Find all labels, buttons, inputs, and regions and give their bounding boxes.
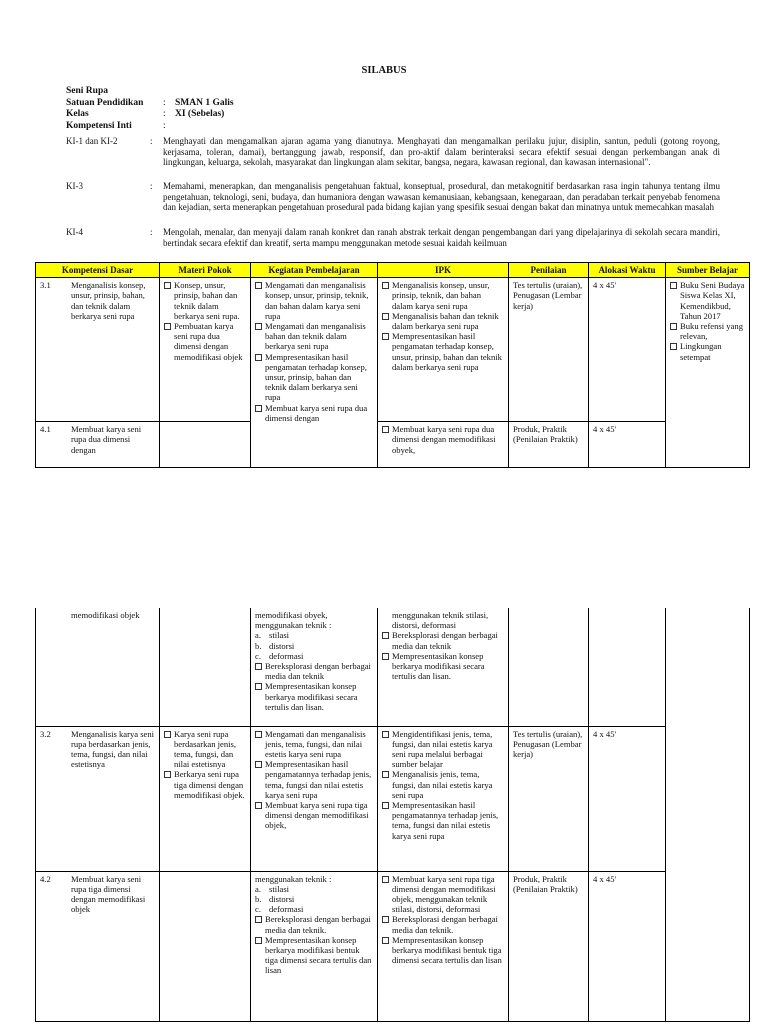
column-header: Penilaian <box>509 263 589 278</box>
sumber-cell <box>666 608 750 1021</box>
ki-row <box>66 181 720 213</box>
column-header: Kompetensi Dasar <box>36 263 160 278</box>
ki-text: Memahami, menerapkan, dan menganalisis pengetahuan faktual, konseptual, prosedural, dan metakognitif berdasarkan rasa ingin tahunya tentang ilmu pengetahuan, teknologi, seni, budaya, dan humaniora dengan wawasan kemanusiaan, kebangsaan, kenegaraan, dan peradaban terkait penyebab fenomena dan kejadian, serta menerapkan pengetahuan prosedural pada bidang kajian yang spesifik sesuai dengan bakat dan minatnya untuk memecahkan masalah <box>163 181 720 212</box>
list-item: Membuat karya seni rupa dua dimensi dengan <box>255 403 373 423</box>
alokasi-cell <box>589 608 666 726</box>
list-item: Mempresentasikan hasil pengamatannya terhadap jenis, tema, fungsi dan nilai estetis karya seni rupa <box>382 800 504 841</box>
colon: : <box>163 120 166 131</box>
ki-label: KI-3 <box>66 181 83 191</box>
list-item: Menganalisis konsep, unsur, prinsip, teknik, dan bahan dalam karya seni rupa <box>382 280 504 311</box>
list-item: Mengamati dan menganalisis jenis, tema, fungsi, dan nilai estetis karya seni rupa <box>255 729 373 760</box>
ipk-cell <box>378 871 509 1021</box>
materi-cell <box>160 871 251 1021</box>
school-value: SMAN 1 Galis <box>175 97 234 108</box>
table-header-row <box>36 263 750 278</box>
ki-text: Menghayati dan mengamalkan ajaran agama yang dianutnya. Menghayati dan mengamalkan perilaku jujur, disiplin, santun, peduli (gotong royong, kerjasama, toleran, damai), bertanggung jawab, responsif, dan pro-aktif dalam berinteraksi secara efektif sesuai dengan perkembangan anak di lingkungan, keluarga, sekolah, masyarakat dan lingkungan alam sekitar, bangsa, negara, kawasan regional, dan kawasan internasional". <box>163 136 720 167</box>
page-title: SILABUS <box>361 65 407 76</box>
list-item: Konsep, unsur, prinsip, bahan dan teknik dalam berkarya seni rupa. <box>164 280 246 321</box>
kd-text: Membuat karya seni rupa tiga dimensi dengan memodifikasi objek <box>71 873 146 915</box>
alokasi-cell: 4 x 45' <box>589 422 666 468</box>
kd-number: 3.1 <box>40 280 51 291</box>
list-item: Menganalisis jenis, tema, fungsi, dan nilai estetis karya seni rupa <box>382 769 504 800</box>
ki-label: Kompetensi Inti <box>66 120 132 131</box>
list-item: Mempresentasikan konsep berkarya modifikasi bentuk tiga dimensi secara tertulis dan lisan <box>382 935 504 966</box>
list-item: a. stilasi <box>255 630 290 641</box>
kegiatan-intro: menggunakan teknik : <box>255 873 332 884</box>
table-row <box>36 278 750 422</box>
penilaian-cell: Tes tertulis (uraian), Penugasan (Lembar kerja) <box>509 726 589 871</box>
list-item: c. deformasi <box>255 650 304 661</box>
list-item: Membuat karya seni rupa tiga dimensi dengan memodifikasi objek, menggunakan teknik stilasi, distorsi, deformasi <box>382 874 504 915</box>
list-item: Mengamati dan menganalisis bahan dan teknik dalam berkarya seni rupa <box>255 321 373 352</box>
kegiatan-cell <box>251 726 378 871</box>
list-item: Karya seni rupa berdasarkan jenis, tema, fungsi, dan nilai estetisnya <box>164 729 246 770</box>
syllabus-meta <box>66 86 234 132</box>
list-item: Bereksplorasi dengan berbagai media dan teknik <box>382 630 504 650</box>
penilaian-cell: Produk, Praktik (Penilaian Praktik) <box>509 422 589 468</box>
column-header: Kegiatan Pembelajaran <box>251 263 378 278</box>
alokasi-cell: 4 x 45' <box>589 871 666 1021</box>
subject-label: Seni Rupa <box>66 86 108 96</box>
list-item: c. deformasi <box>255 904 304 915</box>
alokasi-cell: 4 x 45' <box>589 278 666 422</box>
kegiatan-cell <box>251 278 378 468</box>
ki-text: Mengolah, menalar, dan menyaji dalam ranah konkret dan ranah abstrak terkait dengan pengembangan dari yang dipelajarinya di sekolah secara mandiri, bertindak secara efektif dan kreatif, serta mampu menggunakan metode sesuai kaidah keilmuan <box>163 227 720 248</box>
list-item: Menganalisis bahan dan teknik dalam berkarya seni rupa <box>382 311 504 331</box>
ki-label: KI-4 <box>66 227 83 237</box>
list-item: Lingkungan setempat <box>670 341 745 361</box>
school-label: Satuan Pendidikan <box>66 97 144 108</box>
colon: : <box>150 136 153 146</box>
colon: : <box>163 97 166 108</box>
kd-cell <box>36 871 160 1021</box>
kegiatan-cell <box>251 871 378 1021</box>
kd-text: Menganalisis konsep, unsur, prinsip, bahan, dan teknik dalam berkarya seni rupa <box>71 280 146 321</box>
ki-row <box>66 227 720 248</box>
penilaian-cell <box>509 608 589 726</box>
kd-cell <box>36 726 160 871</box>
list-item: b. distorsi <box>255 640 295 651</box>
kd-number: 4.1 <box>40 424 51 435</box>
materi-cell <box>160 422 251 468</box>
colon: : <box>150 181 153 191</box>
kd-cell <box>36 608 160 726</box>
list-item: Mempresentasikan hasil pengamatannya terhadap jenis, tema, fungsi dan nilai estetis karya seni rupa <box>255 759 373 800</box>
list-item: Bereksplorasi dengan berbagai media dan teknik. <box>382 914 504 934</box>
list-item: Mempresentasikan konsep berkarya modifikasi secara tertulis dan lisan. <box>255 681 373 712</box>
penilaian-cell: Tes tertulis (uraian), Penugasan (Lembar kerja) <box>509 278 589 422</box>
ki-row <box>66 136 720 168</box>
list-item: Mempresentasikan konsep berkarya modifikasi bentuk tiga dimensi secara tertulis dan lisan <box>255 935 373 976</box>
ipk-intro: menggunakan teknik stilasi, distorsi, deformasi <box>392 610 489 631</box>
list-item: Buku refensi yang relevan, <box>670 321 745 341</box>
class-label: Kelas <box>66 109 89 119</box>
kegiatan-cell <box>251 608 378 726</box>
kd-cell <box>36 278 160 422</box>
kd-number: 4.2 <box>40 873 51 884</box>
ki-label: KI-1 dan KI-2 <box>66 136 118 146</box>
ipk-cell <box>378 726 509 871</box>
syllabus-table-continued <box>35 608 750 1022</box>
ipk-cell <box>378 278 509 422</box>
column-header: IPK <box>378 263 509 278</box>
list-item: Mempresentasikan hasil pengamatan terhadap konsep, unsur, prinsip, bahan dan teknik dalam berkarya seni rupa <box>382 331 504 372</box>
list-item: Bereksplorasi dengan berbagai media dan teknik. <box>255 914 373 934</box>
table-row <box>36 726 750 871</box>
table-row <box>36 871 750 1021</box>
kd-number: 3.2 <box>40 728 51 739</box>
list-item: Membuat karya seni rupa dua dimensi dengan memodifikasi obyek, <box>382 424 504 455</box>
materi-cell <box>160 726 251 871</box>
colon: : <box>163 109 166 119</box>
colon: : <box>150 227 153 237</box>
list-item: Bereksplorasi dengan berbagai media dan teknik <box>255 661 373 681</box>
list-item: Mempresentasikan konsep berkarya modifikasi secara tertulis dan lisan. <box>382 651 504 682</box>
sumber-cell <box>666 278 750 468</box>
kegiatan-intro: memodifikasi obyek, menggunakan teknik : <box>255 610 332 631</box>
list-item: Buku Seni Budaya Siswa Kelas XI, Kemendikbud, Tahun 2017 <box>670 280 745 321</box>
list-item: Membuat karya seni rupa tiga dimensi dengan memodifikasi objek, <box>255 800 373 831</box>
materi-cell <box>160 608 251 726</box>
table-row <box>36 608 750 726</box>
list-item: Pembuatan karya seni rupa dua dimensi dengan memodifikasi objek <box>164 321 246 362</box>
list-item: Berkarya seni rupa tiga dimensi dengan memodifikasi objek. <box>164 769 246 800</box>
kd-text: memodifikasi objek <box>71 610 140 620</box>
kd-text: Membuat karya seni rupa dua dimensi dengan <box>71 424 142 455</box>
materi-cell <box>160 278 251 422</box>
kd-cell <box>36 422 160 468</box>
list-item: a. stilasi <box>255 883 290 894</box>
class-value: XI (Sebelas) <box>175 109 225 119</box>
column-header: Sumber Belajar <box>666 263 750 278</box>
syllabus-table <box>35 262 750 468</box>
ipk-cell <box>378 422 509 468</box>
list-item: b. distorsi <box>255 893 295 904</box>
column-header: Alokasi Waktu <box>589 263 666 278</box>
penilaian-cell: Produk, Praktik (Penilaian Praktik) <box>509 871 589 1021</box>
table-row <box>36 422 750 468</box>
list-item: Mempresentasikan hasil pengamatan terhadap konsep, unsur, prinsip, bahan dan teknik dalam berkarya seni rupa <box>255 352 373 403</box>
column-header: Materi Pokok <box>160 263 251 278</box>
list-item: Mengamati dan menganalisis konsep, unsur, prinsip, teknik, dan bahan dalam karya seni rupa <box>255 280 373 321</box>
list-item: Mengidentifikasi jenis, tema, fungsi, dan nilai estetis karya seni rupa melalui berbagai sumber belajar <box>382 729 504 770</box>
ipk-cell <box>378 608 509 726</box>
alokasi-cell: 4 x 45' <box>589 726 666 871</box>
kd-text: Menganalisis karya seni rupa berdasarkan jenis, tema, fungsi, dan nilai estetisnya <box>71 728 155 770</box>
